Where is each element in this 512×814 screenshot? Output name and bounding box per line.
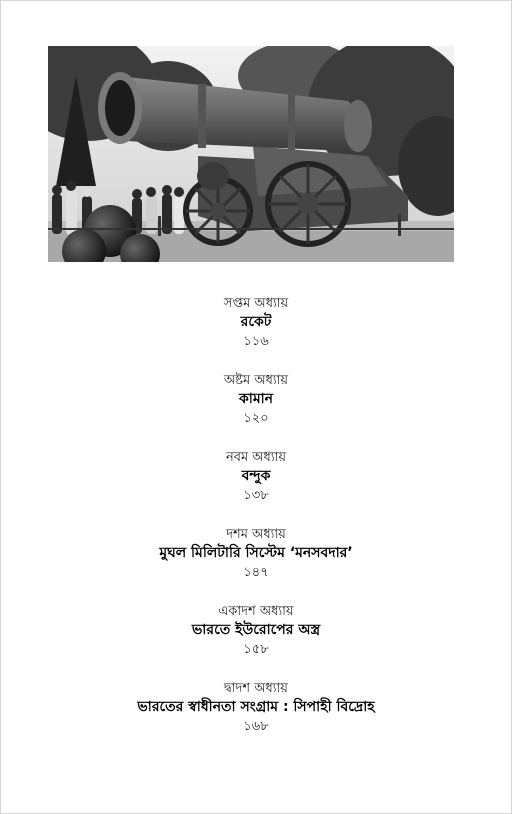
- chapter-label: সপ্তম অধ্যায়: [223, 296, 289, 311]
- chapter-label: নবম অধ্যায়: [225, 450, 287, 465]
- table-of-contents: [0, 294, 512, 756]
- toc-entry: [0, 525, 512, 602]
- chapter-page-number: ১১৬: [243, 334, 269, 349]
- chapter-page-number: ১৩৮: [243, 488, 269, 503]
- toc-entry: [0, 294, 512, 371]
- chapter-title: বন্দুক: [241, 468, 271, 484]
- chapter-label: একাদশ অধ্যায়: [218, 604, 294, 619]
- chapter-title: রকেট: [240, 314, 272, 330]
- chapter-label: দ্বাদশ অধ্যায়: [224, 681, 288, 696]
- cannon-photo: [48, 46, 454, 262]
- toc-entry: [0, 371, 512, 448]
- chapter-page-number: ১২০: [243, 411, 269, 426]
- chapter-title: ভারতের স্বাধীনতা সংগ্রাম : সিপাহী বিদ্রোহ: [137, 699, 375, 715]
- chapter-title: মুঘল মিলিটারি সিস্টেম ‘মনসবদার’: [159, 545, 353, 561]
- chapter-page-number: ১৫৮: [243, 642, 269, 657]
- chapter-page-number: ১৪৭: [243, 565, 269, 580]
- toc-entry: [0, 679, 512, 756]
- chapter-title: কামান: [238, 391, 274, 407]
- toc-entry: [0, 602, 512, 679]
- chapter-label: দশম অধ্যায়: [226, 527, 286, 542]
- toc-entry: [0, 448, 512, 525]
- chapter-page-number: ১৬৮: [243, 719, 269, 734]
- chapter-title: ভারতে ইউরোপের অস্ত্র: [191, 622, 321, 638]
- chapter-label: অষ্টম অধ্যায়: [223, 373, 289, 388]
